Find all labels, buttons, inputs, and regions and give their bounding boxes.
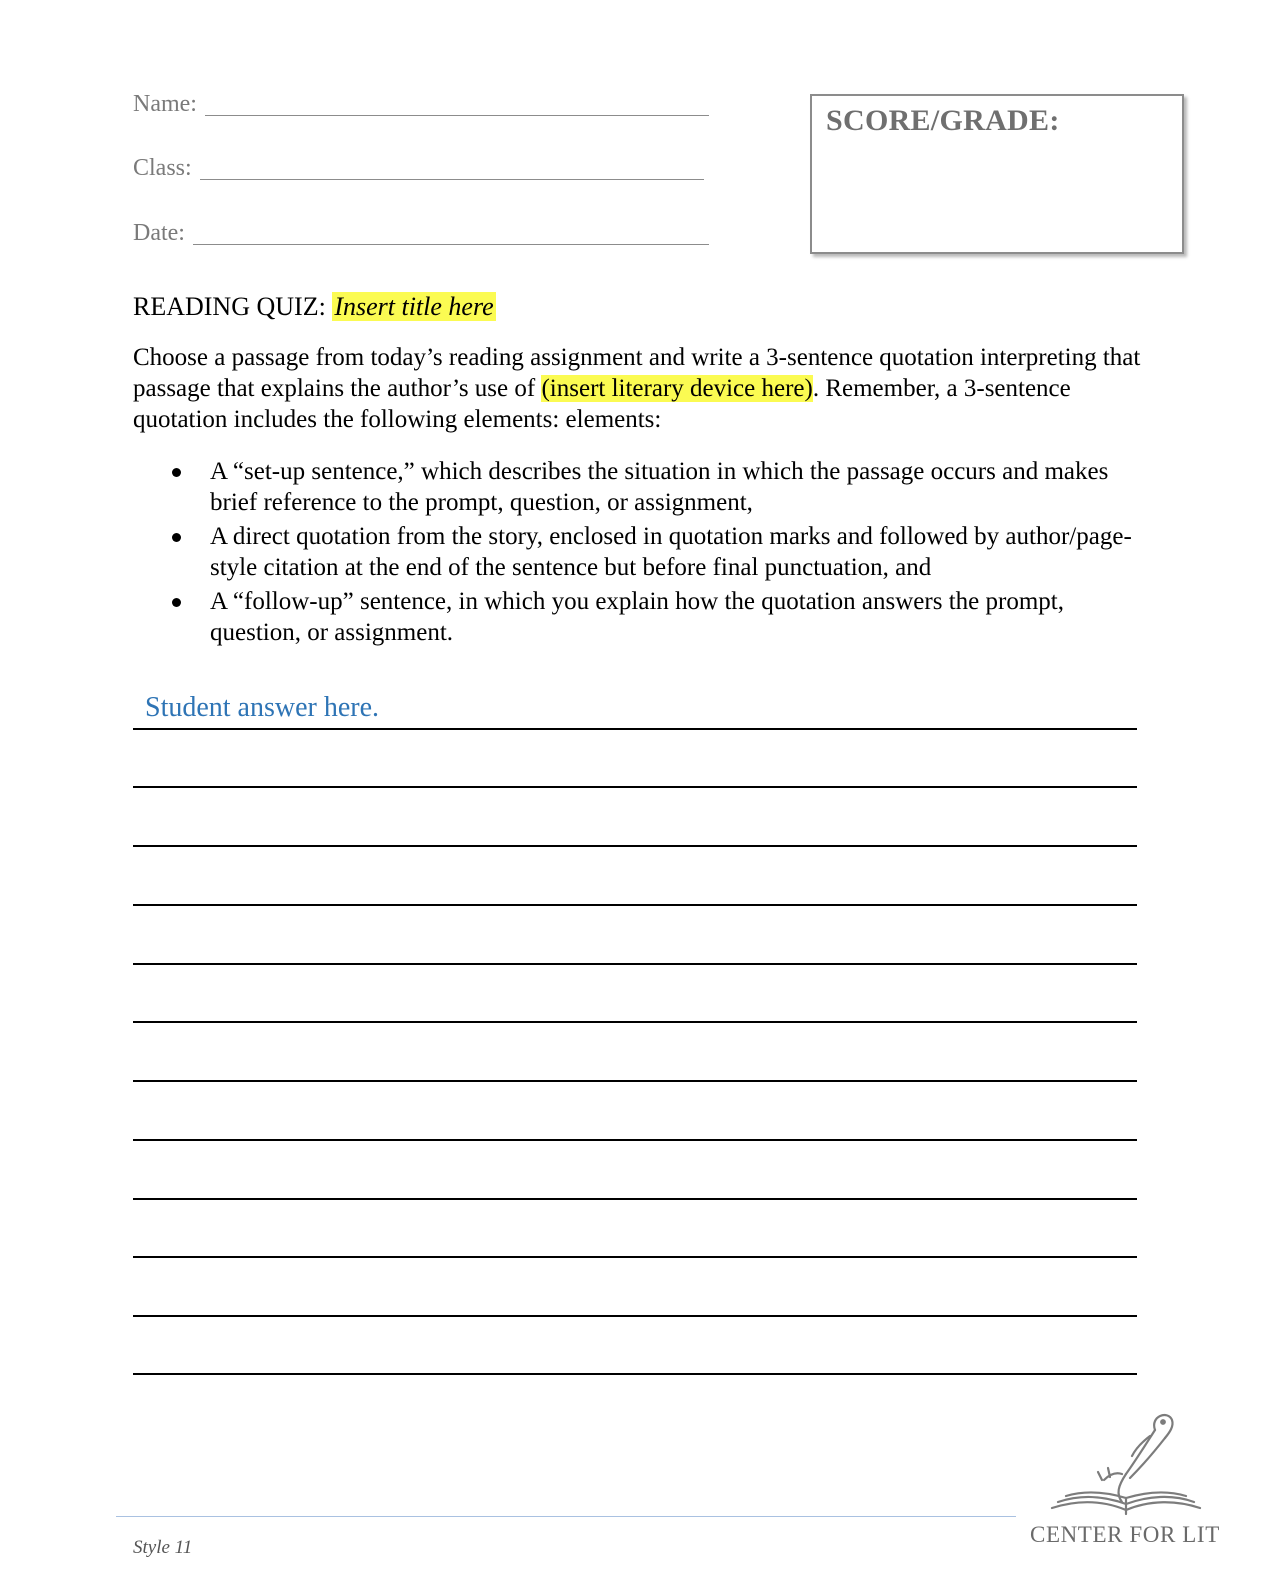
answer-line <box>133 1139 1137 1141</box>
quiz-title <box>133 292 496 322</box>
name-blank-line[interactable] <box>205 114 709 116</box>
date-blank-line[interactable] <box>193 243 709 245</box>
answer-line <box>133 1256 1137 1258</box>
name-field-row <box>133 92 709 116</box>
student-answer-placeholder[interactable]: Student answer here. <box>145 692 380 723</box>
answer-line <box>133 1198 1137 1200</box>
answer-line <box>133 1021 1137 1023</box>
logo-text: CENTER FOR LIT <box>1030 1522 1220 1547</box>
answer-line <box>133 786 1137 788</box>
name-label: Name: <box>133 91 197 117</box>
bullet-icon <box>172 598 181 607</box>
bullet-icon <box>172 533 181 542</box>
literary-device-placeholder: (insert literary device here) <box>541 375 813 402</box>
answer-line <box>133 845 1137 847</box>
list-item <box>172 521 1152 583</box>
quiz-title-prefix: READING QUIZ: <box>133 292 326 321</box>
answer-line <box>133 1080 1137 1082</box>
list-item-text: A “set-up sentence,” which describes the situation in which the passage occurs and makes brief reference to the prompt, question, or assignment, <box>210 458 1109 516</box>
answer-line <box>133 1315 1137 1317</box>
list-item <box>172 586 1152 648</box>
instructions-text-part2: . Remember, a 3-sentence quotation includes the following elements: elements: <box>133 375 1071 433</box>
class-field-row <box>133 156 704 180</box>
pelican-book-icon <box>1022 1408 1232 1523</box>
elements-list <box>172 456 1152 651</box>
list-item <box>172 456 1152 518</box>
date-field-row <box>133 221 709 245</box>
class-blank-line[interactable] <box>200 178 704 180</box>
answer-line <box>133 728 1137 730</box>
center-for-lit-logo <box>1022 1408 1232 1558</box>
date-label: Date: <box>133 220 185 246</box>
list-item-text: A “follow-up” sentence, in which you explain how the quotation answers the prompt, question, or assignment. <box>210 588 1064 646</box>
bullet-icon <box>172 468 181 477</box>
instructions-paragraph <box>133 342 1143 435</box>
answer-line <box>133 1373 1137 1375</box>
score-grade-label: SCORE/GRADE: <box>826 104 1060 137</box>
footer-divider <box>116 1516 1016 1517</box>
class-label: Class: <box>133 155 192 181</box>
quiz-title-placeholder: Insert title here <box>334 292 494 321</box>
answer-line <box>133 963 1137 965</box>
instructions-text-part1: Choose a passage from today’s reading assignment and write a 3-sentence quotation interpreting that passage that explains the author’s use of <box>133 344 1141 402</box>
style-label: Style 11 <box>133 1537 193 1558</box>
score-grade-box <box>810 94 1184 254</box>
answer-line <box>133 904 1137 906</box>
list-item-text: A direct quotation from the story, enclosed in quotation marks and followed by author/page-style citation at the end of the sentence but before final punctuation, and <box>210 523 1132 581</box>
